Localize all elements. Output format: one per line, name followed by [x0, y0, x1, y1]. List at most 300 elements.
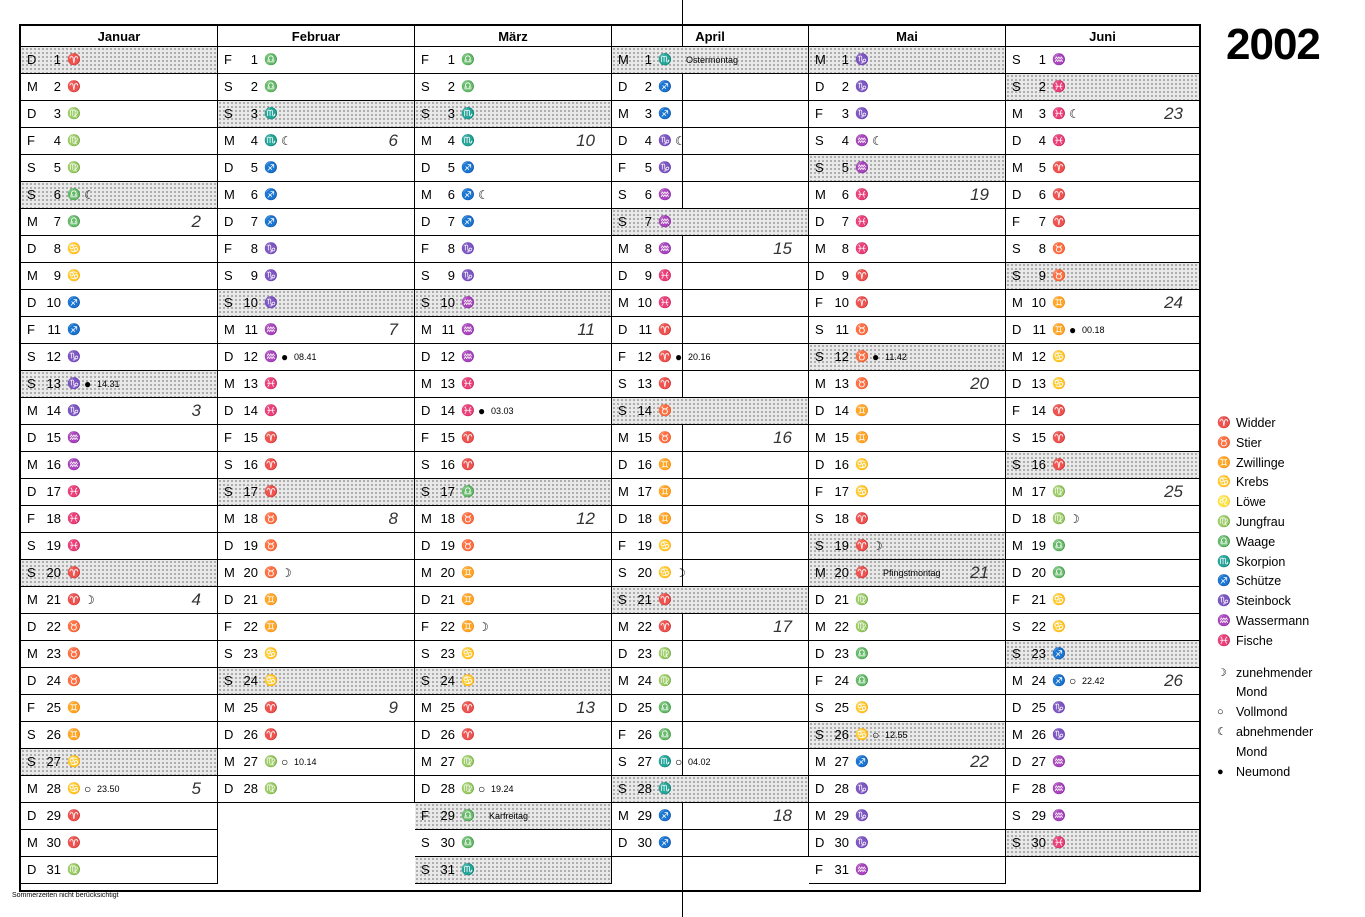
weekday-letter: M — [1012, 295, 1023, 310]
day-number: 18 — [440, 511, 455, 526]
day-row[interactable] — [612, 803, 808, 830]
day-row[interactable] — [21, 236, 217, 263]
day-row[interactable] — [1006, 722, 1199, 749]
day-number: 11 — [441, 322, 455, 337]
weekday-letter: M — [421, 133, 432, 148]
day-row[interactable] — [1006, 695, 1199, 722]
weekday-letter: D — [618, 268, 628, 283]
day-row[interactable] — [1006, 803, 1199, 830]
day-row[interactable] — [612, 749, 808, 776]
day-row[interactable] — [809, 398, 1005, 425]
day-number: 28 — [637, 781, 652, 796]
zodiac-sign-icon: ♎ — [855, 648, 869, 660]
day-row[interactable] — [21, 182, 217, 209]
day-row[interactable] — [415, 317, 611, 344]
zodiac-name: Waage — [1236, 534, 1276, 549]
weekday-letter: D — [421, 403, 431, 418]
day-row[interactable] — [1006, 344, 1199, 371]
day-row[interactable] — [809, 614, 1005, 641]
day-number: 8 — [447, 241, 455, 256]
day-row[interactable] — [415, 344, 611, 371]
day-row[interactable] — [1006, 452, 1199, 479]
zodiac-sign-icon: ♈ — [264, 486, 278, 498]
weekday-letter: M — [618, 484, 629, 499]
day-row[interactable] — [612, 587, 808, 614]
weekday-letter: F — [1012, 403, 1020, 418]
day-row[interactable] — [809, 749, 1005, 776]
day-row[interactable] — [612, 776, 808, 803]
day-number: 23 — [834, 646, 849, 661]
day-row[interactable] — [218, 317, 414, 344]
day-row[interactable] — [1006, 425, 1199, 452]
day-row[interactable] — [612, 641, 808, 668]
day-row[interactable] — [21, 371, 217, 398]
day-row[interactable] — [809, 209, 1005, 236]
day-row[interactable] — [218, 371, 414, 398]
day-row[interactable] — [415, 74, 611, 101]
weekday-letter: F — [1012, 781, 1020, 796]
day-row[interactable] — [218, 587, 414, 614]
day-row[interactable] — [415, 587, 611, 614]
day-number: 1 — [644, 52, 652, 67]
zodiac-sign-icon: ♒ — [1052, 756, 1066, 768]
weekday-letter: D — [618, 646, 628, 661]
day-row[interactable] — [415, 614, 611, 641]
day-row[interactable] — [415, 668, 611, 695]
day-row[interactable] — [218, 722, 414, 749]
day-row[interactable] — [612, 236, 808, 263]
weekday-letter: M — [1012, 484, 1023, 499]
week-number: 7 — [388, 320, 398, 339]
day-row[interactable] — [1006, 128, 1199, 155]
day-row[interactable] — [809, 776, 1005, 803]
moon-phase-icon: ○ — [675, 755, 683, 769]
day-row[interactable] — [218, 641, 414, 668]
zodiac-sign-icon: ♉ — [855, 378, 869, 390]
day-number: 27 — [834, 754, 849, 769]
day-row[interactable] — [218, 236, 414, 263]
zodiac-sign-icon: ♒ — [855, 864, 869, 876]
day-row[interactable] — [415, 830, 611, 857]
day-number: 30 — [46, 835, 61, 850]
weekday-letter: F — [421, 430, 429, 445]
day-row[interactable] — [21, 668, 217, 695]
zodiac-sign-icon: ♎ — [658, 729, 672, 741]
day-row[interactable] — [612, 830, 808, 857]
day-row[interactable] — [415, 263, 611, 290]
day-row[interactable] — [415, 209, 611, 236]
day-row[interactable] — [1006, 668, 1199, 695]
day-row[interactable] — [21, 830, 217, 857]
day-row[interactable] — [1006, 641, 1199, 668]
day-number: 6 — [250, 187, 258, 202]
weekday-letter: D — [27, 295, 37, 310]
day-row[interactable] — [612, 344, 808, 371]
day-row[interactable] — [21, 695, 217, 722]
day-row[interactable] — [21, 776, 217, 803]
zodiac-sign-icon: ♍ — [67, 864, 81, 876]
day-row[interactable] — [1006, 317, 1199, 344]
day-row[interactable] — [218, 749, 414, 776]
day-row[interactable] — [612, 74, 808, 101]
weekday-letter: D — [27, 484, 37, 499]
day-row[interactable] — [1006, 506, 1199, 533]
day-row[interactable] — [1006, 236, 1199, 263]
day-row[interactable] — [415, 128, 611, 155]
day-row[interactable] — [21, 344, 217, 371]
day-row[interactable] — [415, 857, 611, 884]
week-number: 16 — [773, 428, 792, 447]
day-row[interactable] — [612, 668, 808, 695]
moon-time: 22.42 — [1082, 676, 1105, 686]
zodiac-sign-icon: ♎ — [461, 54, 475, 66]
day-row[interactable] — [612, 425, 808, 452]
day-row[interactable] — [21, 155, 217, 182]
day-number: 20 — [834, 565, 849, 580]
zodiac-sign-icon: ♎ — [1052, 540, 1066, 552]
weekday-letter: M — [815, 52, 826, 67]
weekday-letter: M — [27, 268, 38, 283]
day-number: 8 — [53, 241, 61, 256]
day-row[interactable] — [1006, 47, 1199, 74]
day-row[interactable] — [1006, 371, 1199, 398]
zodiac-sign-icon: ♋ — [855, 729, 869, 741]
moon-phase-icon: ☽ — [281, 566, 292, 580]
day-row[interactable] — [218, 155, 414, 182]
day-row[interactable] — [612, 47, 808, 74]
day-row[interactable] — [809, 803, 1005, 830]
day-row[interactable] — [415, 749, 611, 776]
day-row[interactable] — [21, 74, 217, 101]
day-row[interactable] — [218, 398, 414, 425]
day-row[interactable] — [21, 101, 217, 128]
weekday-letter: D — [815, 646, 825, 661]
day-row[interactable] — [809, 101, 1005, 128]
zodiac-sign-icon: ♊ — [855, 432, 869, 444]
weekday-letter: M — [224, 133, 235, 148]
day-row[interactable] — [218, 506, 414, 533]
day-row[interactable] — [415, 101, 611, 128]
day-row[interactable] — [415, 182, 611, 209]
day-row[interactable] — [1006, 290, 1199, 317]
day-row[interactable] — [1006, 263, 1199, 290]
weekday-letter: M — [421, 376, 432, 391]
day-row[interactable] — [218, 344, 414, 371]
weekday-letter: S — [1012, 619, 1021, 634]
day-number: 22 — [440, 619, 455, 634]
zodiac-sign-icon: ♈ — [855, 513, 869, 525]
day-row[interactable] — [612, 263, 808, 290]
day-number: 8 — [250, 241, 258, 256]
day-row[interactable] — [415, 47, 611, 74]
day-row[interactable] — [415, 398, 611, 425]
day-row[interactable] — [415, 641, 611, 668]
day-row[interactable] — [1006, 101, 1199, 128]
day-row[interactable] — [612, 182, 808, 209]
day-row[interactable] — [809, 506, 1005, 533]
day-row[interactable] — [21, 560, 217, 587]
day-row[interactable] — [415, 371, 611, 398]
weekday-letter: F — [1012, 214, 1020, 229]
week-number: 15 — [773, 239, 792, 258]
zodiac-sign-icon: ♎ — [1052, 567, 1066, 579]
zodiac-sign-icon: ♊ — [461, 621, 475, 633]
weekday-letter: S — [1012, 241, 1021, 256]
day-number: 15 — [1031, 430, 1046, 445]
day-row[interactable] — [809, 128, 1005, 155]
day-row[interactable] — [218, 74, 414, 101]
day-row[interactable] — [21, 425, 217, 452]
day-number: 18 — [637, 511, 652, 526]
zodiac-sign-icon: ♋ — [264, 648, 278, 660]
day-row[interactable] — [218, 425, 414, 452]
day-row[interactable] — [21, 290, 217, 317]
day-row[interactable] — [809, 695, 1005, 722]
weekday-letter: M — [224, 700, 235, 715]
weekday-letter: S — [224, 457, 233, 472]
day-number: 23 — [46, 646, 61, 661]
weekday-letter: S — [815, 727, 824, 742]
weekday-letter: D — [1012, 565, 1022, 580]
week-number: 19 — [970, 185, 989, 204]
zodiac-sign-icon: ♓ — [264, 378, 278, 390]
weekday-letter: M — [421, 322, 432, 337]
day-row[interactable] — [415, 479, 611, 506]
day-row[interactable] — [809, 479, 1005, 506]
zodiac-name: Stier — [1236, 435, 1262, 450]
day-row[interactable] — [809, 425, 1005, 452]
day-row[interactable] — [1006, 155, 1199, 182]
day-row[interactable] — [218, 776, 414, 803]
day-row[interactable] — [21, 317, 217, 344]
day-row[interactable] — [21, 452, 217, 479]
weekday-letter: S — [421, 106, 430, 121]
week-number: 20 — [970, 374, 989, 393]
day-row[interactable] — [1006, 560, 1199, 587]
day-row[interactable] — [415, 803, 611, 830]
day-row[interactable] — [218, 560, 414, 587]
day-row[interactable] — [809, 533, 1005, 560]
zodiac-sign-icon: ♓ — [67, 513, 81, 525]
day-row[interactable] — [415, 695, 611, 722]
week-number: 17 — [773, 617, 792, 636]
day-row[interactable] — [809, 587, 1005, 614]
day-row[interactable] — [1006, 614, 1199, 641]
day-row[interactable] — [809, 722, 1005, 749]
day-row[interactable] — [612, 479, 808, 506]
week-number: 23 — [1164, 104, 1183, 123]
zodiac-sign-icon: ♓ — [658, 297, 672, 309]
zodiac-sign-icon: ♈ — [264, 459, 278, 471]
day-row[interactable] — [1006, 398, 1199, 425]
weekday-letter: S — [421, 484, 430, 499]
day-number: 29 — [637, 808, 652, 823]
day-row[interactable] — [218, 263, 414, 290]
day-row[interactable] — [218, 668, 414, 695]
day-row[interactable] — [21, 749, 217, 776]
weekday-letter: D — [27, 241, 37, 256]
day-row[interactable] — [612, 398, 808, 425]
weekday-letter: M — [27, 835, 38, 850]
zodiac-sign-icon: ♑ — [67, 405, 81, 417]
zodiac-sign-icon: ♏ — [461, 864, 475, 876]
day-number: 31 — [440, 862, 455, 877]
day-row[interactable] — [415, 155, 611, 182]
weekday-letter: D — [224, 727, 234, 742]
day-row[interactable] — [21, 506, 217, 533]
weekday-letter: S — [224, 646, 233, 661]
day-row[interactable] — [21, 587, 217, 614]
zodiac-symbol-icon: ♍ — [1217, 515, 1231, 528]
day-row[interactable] — [21, 803, 217, 830]
day-row[interactable] — [612, 506, 808, 533]
day-number: 7 — [53, 214, 61, 229]
day-row[interactable] — [612, 722, 808, 749]
day-row[interactable] — [21, 47, 217, 74]
day-row[interactable] — [1006, 209, 1199, 236]
day-row[interactable] — [1006, 830, 1199, 857]
zodiac-sign-icon: ♉ — [67, 621, 81, 633]
day-row[interactable] — [809, 668, 1005, 695]
day-number: 19 — [637, 538, 652, 553]
day-row[interactable] — [612, 533, 808, 560]
day-number: 16 — [440, 457, 455, 472]
zodiac-sign-icon: ♈ — [67, 54, 81, 66]
day-row[interactable] — [809, 182, 1005, 209]
day-row[interactable] — [809, 290, 1005, 317]
day-row[interactable] — [415, 776, 611, 803]
day-number: 1 — [53, 52, 61, 67]
day-row[interactable] — [1006, 533, 1199, 560]
weekday-letter: D — [27, 430, 37, 445]
zodiac-name: Jungfrau — [1236, 514, 1285, 529]
day-row[interactable] — [809, 830, 1005, 857]
day-row[interactable] — [218, 47, 414, 74]
day-row[interactable] — [1006, 587, 1199, 614]
zodiac-sign-icon: ♐ — [658, 810, 672, 822]
weekday-letter: D — [815, 79, 825, 94]
holiday-name: Ostermontag — [686, 55, 739, 65]
day-row[interactable] — [809, 344, 1005, 371]
week-number: 5 — [191, 779, 201, 798]
weekday-letter: S — [815, 160, 824, 175]
day-row[interactable] — [218, 290, 414, 317]
day-number: 3 — [1038, 106, 1046, 121]
day-row[interactable] — [612, 317, 808, 344]
weekday-letter: D — [421, 781, 431, 796]
day-number: 17 — [637, 484, 652, 499]
day-row[interactable] — [809, 155, 1005, 182]
day-row[interactable] — [218, 128, 414, 155]
day-row[interactable] — [415, 452, 611, 479]
day-row[interactable] — [809, 263, 1005, 290]
day-row[interactable] — [415, 722, 611, 749]
day-row[interactable] — [612, 371, 808, 398]
day-row[interactable] — [21, 857, 217, 884]
day-row[interactable] — [218, 533, 414, 560]
weekday-letter: M — [618, 295, 629, 310]
day-number: 28 — [46, 781, 61, 796]
weekday-letter: S — [224, 79, 233, 94]
day-row[interactable] — [21, 398, 217, 425]
day-row[interactable] — [809, 47, 1005, 74]
day-row[interactable] — [415, 425, 611, 452]
day-row[interactable] — [21, 479, 217, 506]
day-row[interactable] — [1006, 776, 1199, 803]
day-row[interactable] — [612, 560, 808, 587]
day-row[interactable] — [415, 533, 611, 560]
day-row[interactable] — [1006, 74, 1199, 101]
day-row[interactable] — [809, 641, 1005, 668]
day-row[interactable] — [809, 560, 1005, 587]
moon-symbol-icon: ☽ — [1217, 666, 1227, 679]
day-row[interactable] — [612, 101, 808, 128]
day-row[interactable] — [21, 128, 217, 155]
week-number: 11 — [577, 320, 595, 339]
day-row[interactable] — [612, 290, 808, 317]
day-number: 6 — [1038, 187, 1046, 202]
day-row[interactable] — [21, 533, 217, 560]
day-row[interactable] — [218, 209, 414, 236]
day-row[interactable] — [1006, 749, 1199, 776]
day-row[interactable] — [21, 641, 217, 668]
zodiac-sign-icon: ♏ — [461, 135, 475, 147]
day-row[interactable] — [415, 290, 611, 317]
day-number: 5 — [447, 160, 455, 175]
day-row[interactable] — [612, 695, 808, 722]
day-row[interactable] — [21, 263, 217, 290]
day-row[interactable] — [21, 614, 217, 641]
day-row[interactable] — [218, 182, 414, 209]
day-row[interactable] — [809, 236, 1005, 263]
day-row[interactable] — [612, 452, 808, 479]
weekday-letter: S — [27, 187, 36, 202]
day-row[interactable] — [218, 101, 414, 128]
day-row[interactable] — [612, 614, 808, 641]
moon-phase-icon: ● — [478, 404, 486, 418]
weekday-letter: F — [618, 349, 626, 364]
day-row[interactable] — [809, 371, 1005, 398]
day-row[interactable] — [415, 560, 611, 587]
day-number: 23 — [440, 646, 455, 661]
day-row[interactable] — [809, 317, 1005, 344]
weekday-letter: D — [815, 835, 825, 850]
weekday-letter: S — [815, 511, 824, 526]
day-row[interactable] — [612, 128, 808, 155]
day-row[interactable] — [218, 614, 414, 641]
month-name: Februar — [218, 26, 414, 47]
day-row[interactable] — [809, 74, 1005, 101]
zodiac-sign-icon: ♋ — [855, 459, 869, 471]
day-row[interactable] — [415, 236, 611, 263]
day-row[interactable] — [809, 452, 1005, 479]
day-row[interactable] — [21, 209, 217, 236]
zodiac-sign-icon: ♑ — [264, 243, 278, 255]
day-number: 4 — [53, 133, 61, 148]
day-row[interactable] — [1006, 182, 1199, 209]
day-row[interactable] — [218, 695, 414, 722]
day-row[interactable] — [809, 857, 1005, 884]
zodiac-sign-icon: ♏ — [658, 54, 672, 66]
day-row[interactable] — [218, 479, 414, 506]
day-row[interactable] — [21, 722, 217, 749]
day-number: 10 — [637, 295, 652, 310]
day-row[interactable] — [415, 506, 611, 533]
day-row[interactable] — [218, 452, 414, 479]
day-row[interactable] — [1006, 479, 1199, 506]
day-row[interactable] — [612, 155, 808, 182]
day-row[interactable] — [612, 209, 808, 236]
